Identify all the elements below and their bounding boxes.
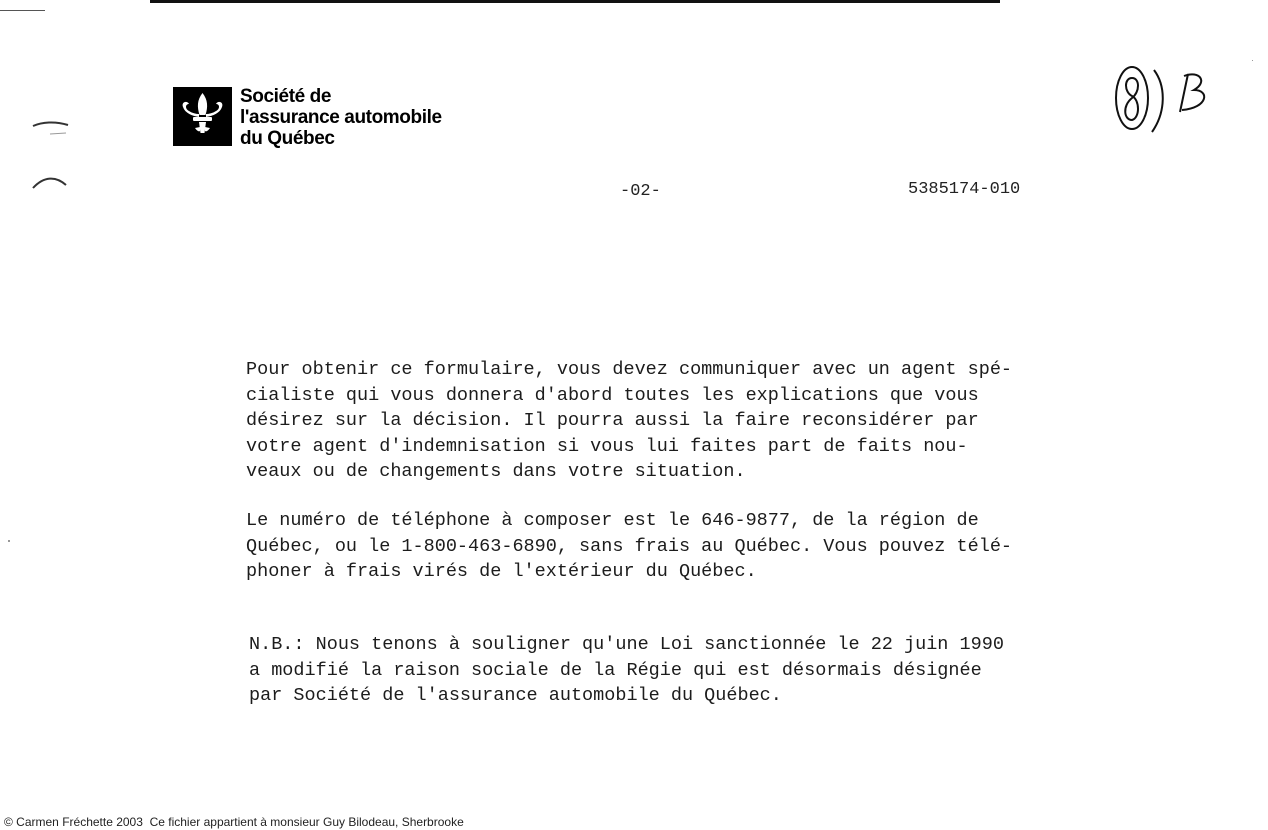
text-line: votre agent d'indemnisation si vous lui faites part de faits nou- <box>246 435 968 457</box>
page-number: -02- <box>620 182 661 201</box>
margin-mark <box>30 112 75 152</box>
handwritten-annotation <box>1110 64 1220 136</box>
text-line: Québec, ou le 1-800-463-6890, sans frais au Québec. Vous pouvez télé- <box>246 535 1013 557</box>
text-line: phoner à frais virés de l'extérieur du Québec. <box>246 561 757 582</box>
text-line: Pour obtenir ce formulaire, vous devez communiquer avec un agent spé- <box>246 359 1013 380</box>
scan-top-edge-left <box>0 10 45 11</box>
copyright-footer: © Carmen Fréchette 2003 Ce fichier appartient à monsieur Guy Bilodeau, Sherbrooke <box>4 815 464 829</box>
org-name-line-3: du Québec <box>240 128 335 149</box>
paragraph-form-request <box>246 357 1126 485</box>
fleur-de-lis-icon <box>173 87 232 146</box>
text-line: par Société de l'assurance automobile du Québec. <box>249 685 782 706</box>
paragraph-phone-numbers <box>246 508 1126 585</box>
text-line: désirez sur la décision. Il pourra aussi la faire reconsidérer par <box>246 410 979 431</box>
org-name-line-1: Société de <box>240 86 332 107</box>
organization-name <box>240 86 442 149</box>
logo <box>173 87 232 146</box>
margin-mark <box>30 168 75 208</box>
org-name-line-2: l'assurance automobile <box>240 107 442 128</box>
paragraph-nota-bene <box>249 632 1129 709</box>
text-line: N.B.: Nous tenons à souligner qu'une Loi sanctionnée le 22 juin 1990 <box>249 634 1004 655</box>
text-line: cialiste qui vous donnera d'abord toutes les explications que vous <box>246 384 979 406</box>
text-line: Le numéro de téléphone à composer est le 646-9877, de la région de <box>246 510 979 531</box>
text-line: a modifié la raison sociale de la Régie qui est désormais désignée <box>249 659 982 681</box>
scan-speck <box>8 540 10 542</box>
reference-number: 5385174-010 <box>908 180 1021 199</box>
scan-speck <box>1252 60 1253 61</box>
scan-top-edge <box>150 0 1000 3</box>
text-line: veaux ou de changements dans votre situation. <box>246 461 746 482</box>
